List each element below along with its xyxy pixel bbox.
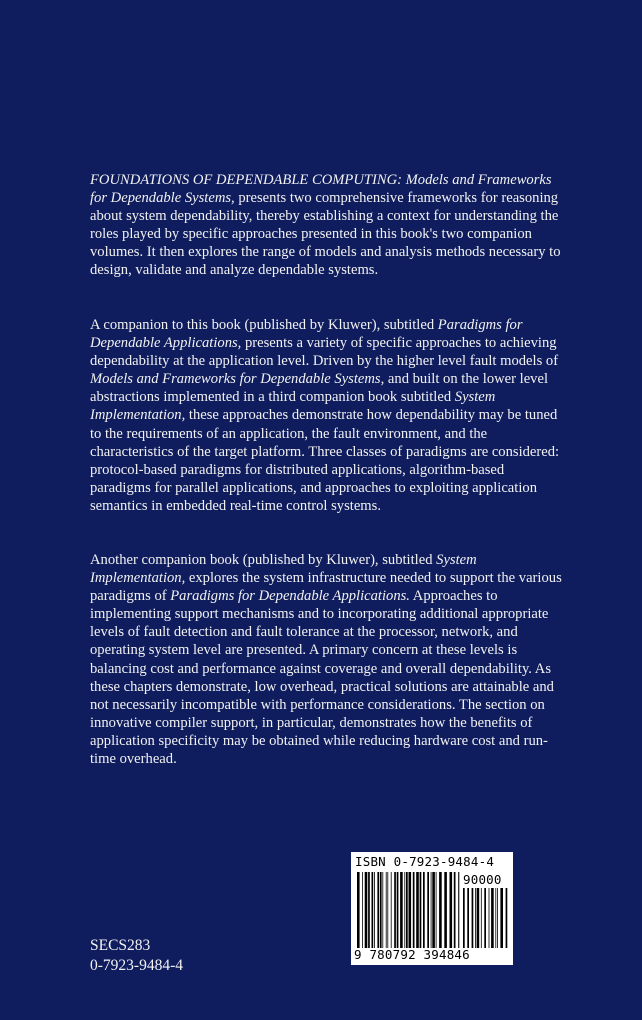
blurb-text: these approaches demonstrate how dependability may be tuned to the requirements of an application, the fault environment, and the characteristics of the target platform. Three classes of paradigms are considered: protocol-based paradigms for distributed applications, algorithm-based paradigms for parallel applications, and approaches to exploiting application semantics in embedded real-time control systems. xyxy=(90,407,560,514)
companion-title: System Implementation, xyxy=(90,389,496,424)
blurb-text: explores the system infrastructure needed to support the various paradigms of xyxy=(90,570,562,605)
barcode-bars-icon xyxy=(357,872,460,948)
blurb-paragraph-3 xyxy=(90,551,568,768)
blurb-text: presents a variety of specific approaches to achieving dependability at the application level. Driven by the higher level fault models of xyxy=(90,335,559,370)
blurb-text: A companion to this book (published by Kluwer), subtitled xyxy=(90,317,438,333)
price-addon-digits: 90000 xyxy=(463,872,502,887)
companion-title: Models and Frameworks for Dependable Systems, xyxy=(90,371,385,388)
blurb-paragraph-1 xyxy=(90,171,568,280)
isbn-code: 0-7923-9484-4 xyxy=(90,957,183,974)
companion-title: Paradigms for Dependable Applications. xyxy=(170,588,410,605)
blurb-text: and built on the lower level abstractions implemented in a third companion book subtitled xyxy=(90,371,548,406)
isbn-barcode xyxy=(351,852,513,965)
blurb-text: Another companion book (published by Kluwer), subtitled xyxy=(90,552,437,568)
isbn-label: ISBN 0-7923-9484-4 xyxy=(355,854,495,869)
series-code: SECS283 xyxy=(90,937,151,954)
blurb-text: presents two comprehensive frameworks for reasoning about system dependability, thereby establishing a context for understanding the roles played by specific approaches presented in this book's two companion volumes. It then explores the range of models and analysis methods necessary to design, validate and analyze dependable systems. xyxy=(90,190,561,279)
catalog-codes xyxy=(90,936,183,976)
book-title: FOUNDATIONS OF DEPENDABLE COMPUTING: Models and Frameworks for Dependable Systems, xyxy=(90,172,552,207)
blurb-text: Approaches to implementing support mechanisms and to incorporating additional appropriate levels of fault detection and fault tolerance at the processor, network, and operating system level are presented. A primary concern at these levels is balancing cost and performance against coverage and overall dependability. As these chapters demonstrate, low overhead, practical solutions are attainable and not necessarily incompatible with performance considerations. The section on innovative compiler support, in particular, demonstrates how the benefits of application specificity may be obtained while reducing hardware cost and run-time overhead. xyxy=(90,588,554,768)
blurb-paragraph-2 xyxy=(90,316,568,515)
companion-title: System Implementation, xyxy=(90,552,477,587)
addon-barcode-bars-icon xyxy=(463,888,509,948)
ean-digits: 9 780792 394846 xyxy=(354,947,470,962)
companion-title: Paradigms for Dependable Applications, xyxy=(90,317,523,352)
